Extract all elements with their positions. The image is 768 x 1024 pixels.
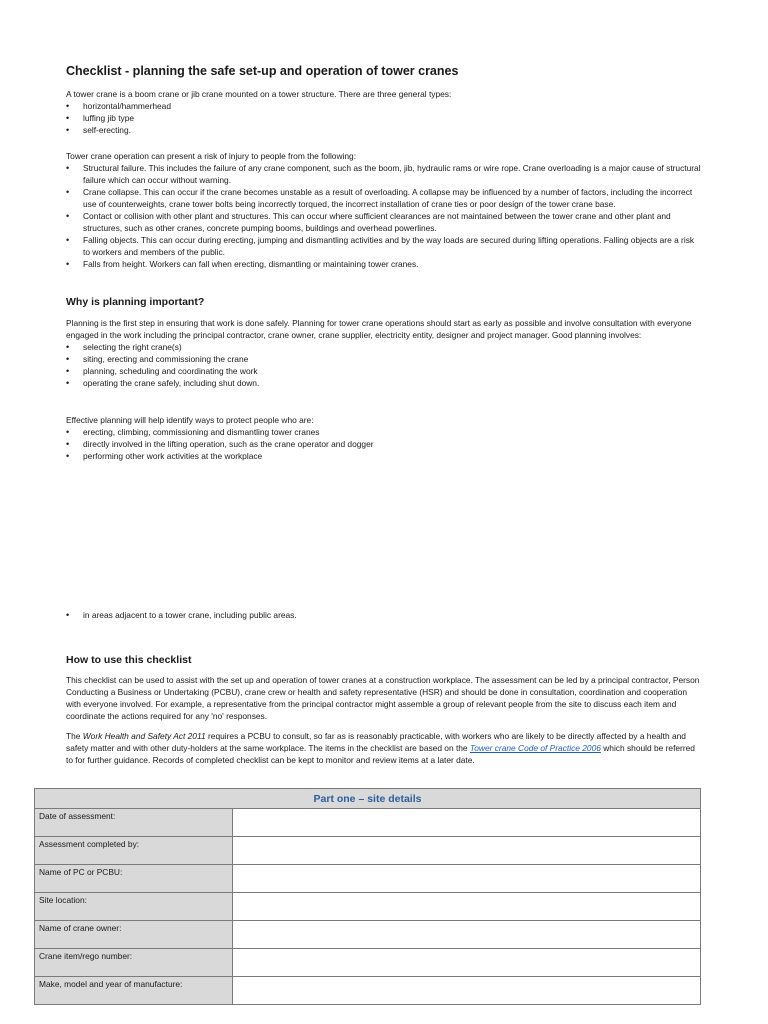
table-row xyxy=(35,949,701,977)
list-item: • erecting, climbing, commissioning and dismantling tower cranes xyxy=(66,426,702,438)
list-item: • in areas adjacent to a tower crane, including public areas. xyxy=(66,609,702,621)
act-title: Work Health and Safety Act 2011 xyxy=(82,731,206,741)
risks-list xyxy=(66,162,702,270)
pc-or-pcbu-name-field[interactable] xyxy=(233,865,701,893)
list-item: • Crane collapse. This can occur if the crane becomes unstable as a result of overloading. A collapse may be influenced by a number of factors, including the incorrect use of counterweights, crane tower bolts being incorrectly torqued, the incorrect installation of crane ties or poor design of the tower crane base. xyxy=(66,186,702,210)
make-model-year-field[interactable] xyxy=(233,977,701,1005)
list-item: • operating the crane safely, including shut down. xyxy=(66,377,702,389)
risks-text: Tower crane operation can present a risk of injury to people from the following: xyxy=(66,151,357,161)
crane-owner-field[interactable] xyxy=(233,921,701,949)
crane-rego-number-field[interactable] xyxy=(233,949,701,977)
list-item: • Falls from height. Workers can fall when erecting, dismantling or maintaining tower cranes. xyxy=(66,258,702,270)
list-item: • self-erecting. xyxy=(66,124,702,136)
list-item: • Structural failure. This includes the failure of any crane component, such as the boom, jib, hydraulic rams or wire rope. Crane overloading is a major cause of structural failure which can occur without warning. xyxy=(66,162,702,186)
howto-paragraph-2: The Work Health and Safety Act 2011 requires a PCBU to consult, so far as is reasonably practicable, with workers who are likely to be directly affected by a health and safety matter and with other duty-holders at the same workplace. The items in the checklist are based on the Tower crane Code of Practice 2006 which should be referred to for further guidance. Records of completed checklist can be kept to monitor and review items at a later date. xyxy=(66,731,695,765)
planning-section xyxy=(66,317,702,389)
list-item: • performing other work activities at the workplace xyxy=(66,450,702,462)
planning-text: Planning is the first step in ensuring that work is done safely. Planning for tower crane operations should start as early as possible and involve consultation with everyone engaged in the work including the principal contractor, crane owner, crane supplier, electricity entity, designer and project manager. Good planning involves: xyxy=(66,318,692,340)
field-label: Crane item/rego number: xyxy=(35,949,233,977)
protect-text: Effective planning will help identify ways to protect people who are: xyxy=(66,415,314,425)
crane-types-list xyxy=(66,100,702,136)
list-item: • Contact or collision with other plant and structures. This can occur where sufficient clearances are not maintained between the tower crane and other plant and structures, such as other cranes, concrete pumping booms, buildings and overhead powerlines. xyxy=(66,210,702,234)
code-of-practice-link[interactable]: Tower crane Code of Practice 2006 xyxy=(469,743,601,753)
list-item: • horizontal/hammerhead xyxy=(66,100,702,112)
date-of-assessment-field[interactable] xyxy=(233,809,701,837)
field-label: Name of PC or PCBU: xyxy=(35,865,233,893)
howto-paragraph-1: This checklist can be used to assist with the set up and operation of tower cranes at a construction workplace. The assessment can be led by a principal contractor, Person Conducting a Business or Undertaking (PCBU), crane crew or health and safety representative (HSR) and should be done in consultation, coordination and cooperation with everyone involved. For example, a representative from the principal contractor might assemble a group of relevant people from the site to discuss each item and coordinate the actions required for any 'no' responses. xyxy=(66,675,700,721)
site-details-table xyxy=(34,788,701,1005)
list-item: • siting, erecting and commissioning the crane xyxy=(66,353,702,365)
table-row xyxy=(35,837,701,865)
field-label: Name of crane owner: xyxy=(35,921,233,949)
list-item: • planning, scheduling and coordinating the work xyxy=(66,365,702,377)
assessment-completed-by-field[interactable] xyxy=(233,837,701,865)
planning-heading: Why is planning important? xyxy=(66,296,205,308)
list-item: • Falling objects. This can occur during erecting, jumping and dismantling activities and by the way loads are secured during lifting operations. Falling objects are a risk to workers and members of the public. xyxy=(66,234,702,258)
field-label: Make, model and year of manufacture: xyxy=(35,977,233,1005)
protect-section-continued xyxy=(66,609,702,621)
howto-heading: How to use this checklist xyxy=(66,654,192,666)
list-item: • selecting the right crane(s) xyxy=(66,341,702,353)
list-item: • luffing jib type xyxy=(66,112,702,124)
table-row xyxy=(35,921,701,949)
protect-list xyxy=(66,426,702,462)
protect-section xyxy=(66,414,702,462)
field-label: Assessment completed by: xyxy=(35,837,233,865)
intro-text: A tower crane is a boom crane or jib crane mounted on a tower structure. There are three general types: xyxy=(66,89,452,99)
part-one-heading: Part one – site details xyxy=(35,789,701,809)
page-title: Checklist - planning the safe set-up and operation of tower cranes xyxy=(66,64,459,78)
site-location-field[interactable] xyxy=(233,893,701,921)
table-row xyxy=(35,809,701,837)
field-label: Date of assessment: xyxy=(35,809,233,837)
table-row xyxy=(35,977,701,1005)
protect-list-continued xyxy=(66,609,702,621)
intro-section xyxy=(66,88,702,136)
field-label: Site location: xyxy=(35,893,233,921)
table-row xyxy=(35,865,701,893)
list-item: • directly involved in the lifting operation, such as the crane operator and dogger xyxy=(66,438,702,450)
risks-section xyxy=(66,150,702,270)
planning-list xyxy=(66,341,702,389)
table-row xyxy=(35,893,701,921)
